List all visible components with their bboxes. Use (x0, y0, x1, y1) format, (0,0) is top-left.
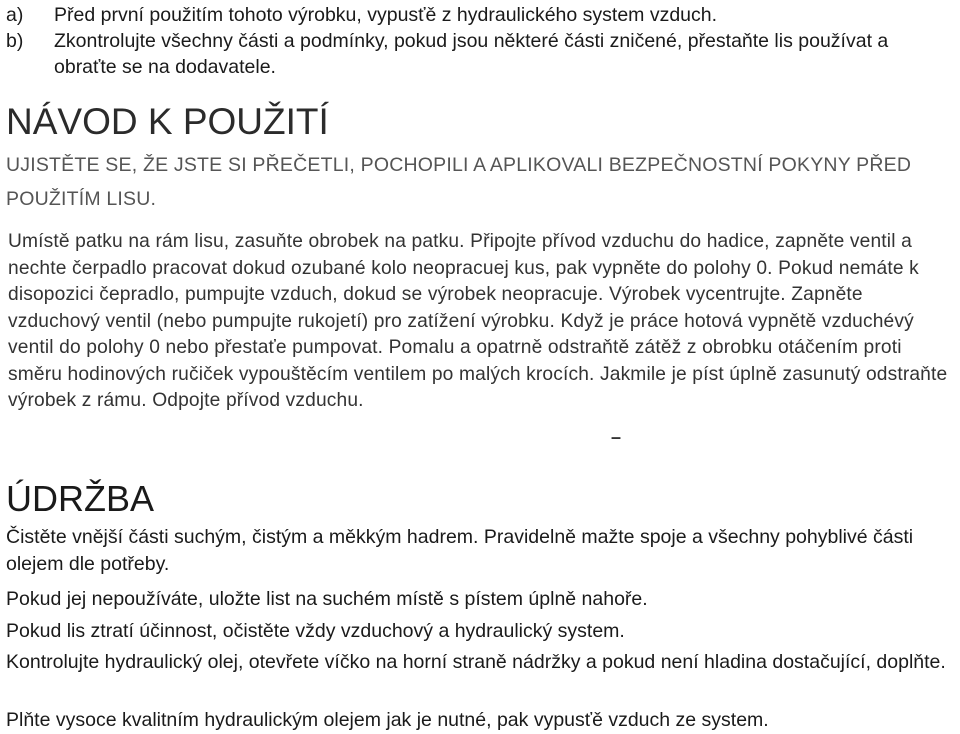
maintenance-paragraph: Kontrolujte hydraulický olej, otevřete víčko na horní straně nádržky a pokud není hladina dostačující, doplňte. (6, 651, 946, 673)
maintenance-paragraph: Pokud jej nepoužíváte, uložte list na suchém místě s pístem úplně nahoře. (6, 588, 648, 610)
usage-instructions: Umístě patku na rám lisu, zasuňte obrobek na patku. Připojte přívod vzduchu do hadice, zapněte ventil a nechte čerpadlo pracovat dokud ozubané kolo neopracuej kus, pak vypněte do polohy 0. Pokud nemáte k disopozici čepradlo, pumpujte vzduch, dokud se výrobek neopracuje. Výrobek vycentrujte. Zapněte vzduchový ventil (nebo pumpujte rukojetí) pro zatížení výrobku. Když je práce hotová vypnětě vzduchévý ventil do polohy 0 nebo přestaťe pumpovat. Pomalu a opatrně odstraňtě zátěž z obrobku otáčením proti směru hodinových ručiček vypouštěcím ventilem po malých krocích. Jakmile je píst úplně zasunutý odstraňte výrobek z rámu. Odpojte přívod vzduchu. (8, 231, 948, 411)
usage-heading: NÁVOD K POUŽITÍ (6, 101, 329, 142)
intro-list (6, 2, 956, 80)
intro-marker: a) (6, 4, 24, 26)
intro-marker: b) (6, 30, 24, 52)
intro-text: Zkontrolujte všechny části a podmínky, pokud jsou některé části zničené, přestaňte lis používat a obraťte se na dodavatele. (54, 30, 889, 78)
intro-text: Před první použitím tohoto výrobku, vypusťě z hydraulického system vzduch. (54, 4, 718, 26)
maintenance-paragraph: Čistěte vnější části suchým, čistým a měkkým hadrem. Pravidelně mažte spoje a všechny pohyblivé části olejem dle potřeby. (6, 526, 914, 575)
maintenance-paragraph: Plňte vysoce kvalitním hydraulickým olejem jak je nutné, pak vypusťě vzduch ze system. (6, 709, 769, 731)
safety-note: UJISTĚTE SE, ŽE JSTE SI PŘEČETLI, POCHOPILI A APLIKOVALI BEZPEČNOSTNÍ POKYNY PŘED POUŽITÍM LISU. (6, 154, 912, 210)
intro-item-a (6, 2, 956, 28)
maintenance-heading: ÚDRŽBA (6, 478, 155, 519)
intro-item-b (6, 28, 956, 80)
stray-dash: – (611, 427, 622, 447)
maintenance-paragraph: Pokud lis ztratí účinnost, očistěte vždy vzduchový a hydraulický system. (6, 620, 625, 642)
